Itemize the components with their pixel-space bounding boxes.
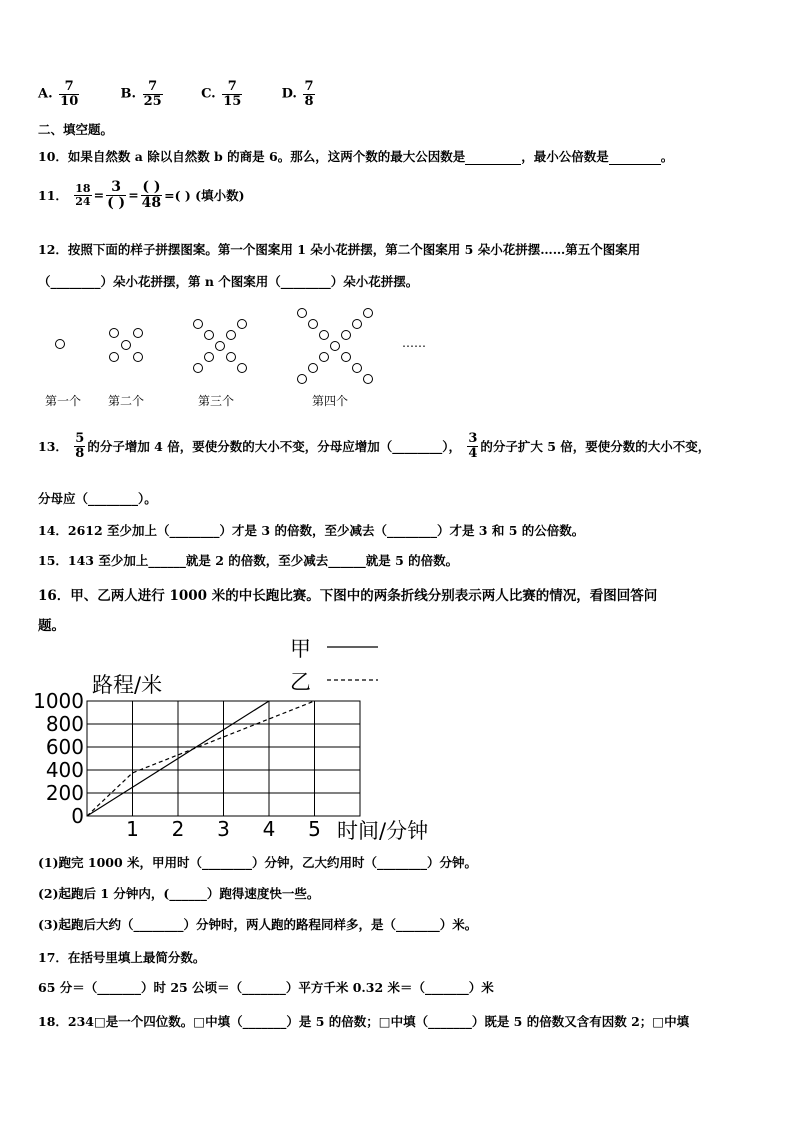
answer-blank[interactable]: ( ) [107,194,126,211]
pattern-ellipsis: …… [402,336,426,350]
answer-blank[interactable]: ( ) [142,179,161,195]
flower-icon [352,319,362,329]
question-16-sub2: (2)起跑后 1 分钟内，(______）跑得速度快一些。 [38,886,320,901]
flower-icon [109,352,119,362]
y-axis-label: 路程/米 [92,673,163,697]
x-tick-label: 3 [217,817,230,841]
y-tick-label: 200 [45,781,84,805]
options-row [38,80,342,108]
y-tick-labels [33,689,84,828]
question-10: 10．如果自然数 a 除以自然数 b 的商是 6。那么，这两个数的最大公因数是 ，最小公倍数是 。 [38,149,674,164]
chart-legend [290,637,378,694]
question-15: 15．143 至少加上______就是 2 的倍数，至少减去______就是 5 的倍数。 [38,553,459,568]
option-d-num: 7 [304,79,314,94]
question-16-line2: 题。 [38,618,65,634]
flower-icon [226,330,236,340]
y-tick-label: 1000 [33,689,84,713]
plot-frame [87,701,360,816]
flower-icon [237,363,247,373]
y-tick-label: 400 [45,758,84,782]
flower-icon [319,352,329,362]
option-a-num: 7 [59,80,79,95]
question-17: 17．在括号里填上最简分数。 [38,950,206,965]
option-a: A. $\frac{7}{10}$ [38,79,79,109]
chart-grid [87,701,360,816]
series-line-甲 [87,701,269,816]
flower-icon [297,308,307,318]
question-13-line1: 13． $\frac{5}{8}$ 的分子增加 4 倍，要使分数的大小不变，分母应增加（________）， $\frac{3}{4}$ 的分子扩大 5 倍，要使分数的大小不变， [38,431,711,461]
section-title: 二、填空题。 [38,122,114,137]
flower-icon [330,341,340,351]
question-12-line2: （________）朵小花拼摆，第 n 个图案用（________）朵小花拼摆。 [38,274,419,289]
option-d-den: 8 [304,93,314,109]
x-tick-labels [126,817,321,841]
flower-icon [226,352,236,362]
y-tick-label: 800 [45,712,84,736]
question-16-sub1: (1)跑完 1000 米，甲用时（________）分钟，乙大约用时（________）分钟。 [38,855,478,870]
pattern-label-1: 第一个 [45,394,82,408]
option-c-den: 15 [223,93,242,109]
flower-icon [341,352,351,362]
legend-label: 甲 [290,637,311,661]
answer-blank[interactable] [609,149,661,165]
option-b: B. $\frac{7}{25}$ [120,79,162,109]
flower-icon [308,319,318,329]
y-tick-label: 0 [71,804,84,828]
flower-icon [237,319,247,329]
question-17-line2: 65 分＝（_______）时 25 公顷＝（_______）平方千米 0.32 米＝（_______）米 [38,980,494,995]
flower-icon [55,339,65,349]
flower-icon [133,328,143,338]
flower-icon [352,363,362,373]
flower-icon [215,341,225,351]
question-16-line1: 16．甲、乙两人进行 1000 米的中长跑比赛。下图中的两条折线分别表示两人比赛的情况，看图回答问 [38,588,658,604]
answer-blank[interactable] [465,149,521,165]
question-18: 18．234□是一个四位数。□中填（_______）是 5 的倍数；□中填（_______）既是 5 的倍数又含有因数 2；□中填 [38,1014,690,1029]
option-c-num: 7 [222,80,242,95]
pattern-label-3: 第三个 [198,394,235,408]
flower-icon [193,363,203,373]
flower-icon [204,330,214,340]
x-tick-label: 4 [262,817,276,841]
x-tick-label: 1 [126,817,139,841]
x-axis-label: 时间/分钟 [337,819,429,843]
flower-icon [363,374,373,384]
y-tick-label: 600 [45,735,84,759]
option-b-den: 25 [143,93,162,109]
legend-label: 乙 [290,670,311,694]
flower-icon [341,330,351,340]
question-16-sub3: (3)起跑后大约（________）分钟时，两人跑的路程同样多，是（_______）米。 [38,917,478,932]
flower-icon [193,319,203,329]
option-d: D. $\frac{7}{8}$ [281,79,314,109]
x-tick-label: 5 [308,817,321,841]
flower-icon [363,308,373,318]
option-b-num: 7 [143,80,163,95]
option-c: C. $\frac{7}{15}$ [201,79,242,109]
pattern-label-2: 第二个 [108,394,145,408]
flower-icon [133,352,143,362]
flower-icon [109,328,119,338]
flower-icon [204,352,214,362]
question-14: 14．2612 至少加上（________）才是 3 的倍数，至少减去（________）才是 3 和 5 的公倍数。 [38,523,585,538]
flower-icon [297,374,307,384]
pattern-label-4: 第四个 [312,394,349,408]
question-12-line1: 12．按照下面的样子拼摆图案。第一个图案用 1 朵小花拼摆，第二个图案用 5 朵小花拼摆……第五个图案用 [38,242,641,257]
chart-series [87,701,315,816]
x-tick-label: 2 [171,817,185,841]
flower-icon [121,340,131,350]
flower-icon [319,330,329,340]
question-11: 11． $\frac{18}{24}$ = $\frac{3}{( )}$ = $\frac{( )}{48}$ =( ) (填小数) [38,179,245,211]
series-line-乙 [87,701,315,816]
option-a-den: 10 [60,93,79,109]
question-13-line2: 分母应（________）。 [38,491,157,506]
flower-icon [308,363,318,373]
